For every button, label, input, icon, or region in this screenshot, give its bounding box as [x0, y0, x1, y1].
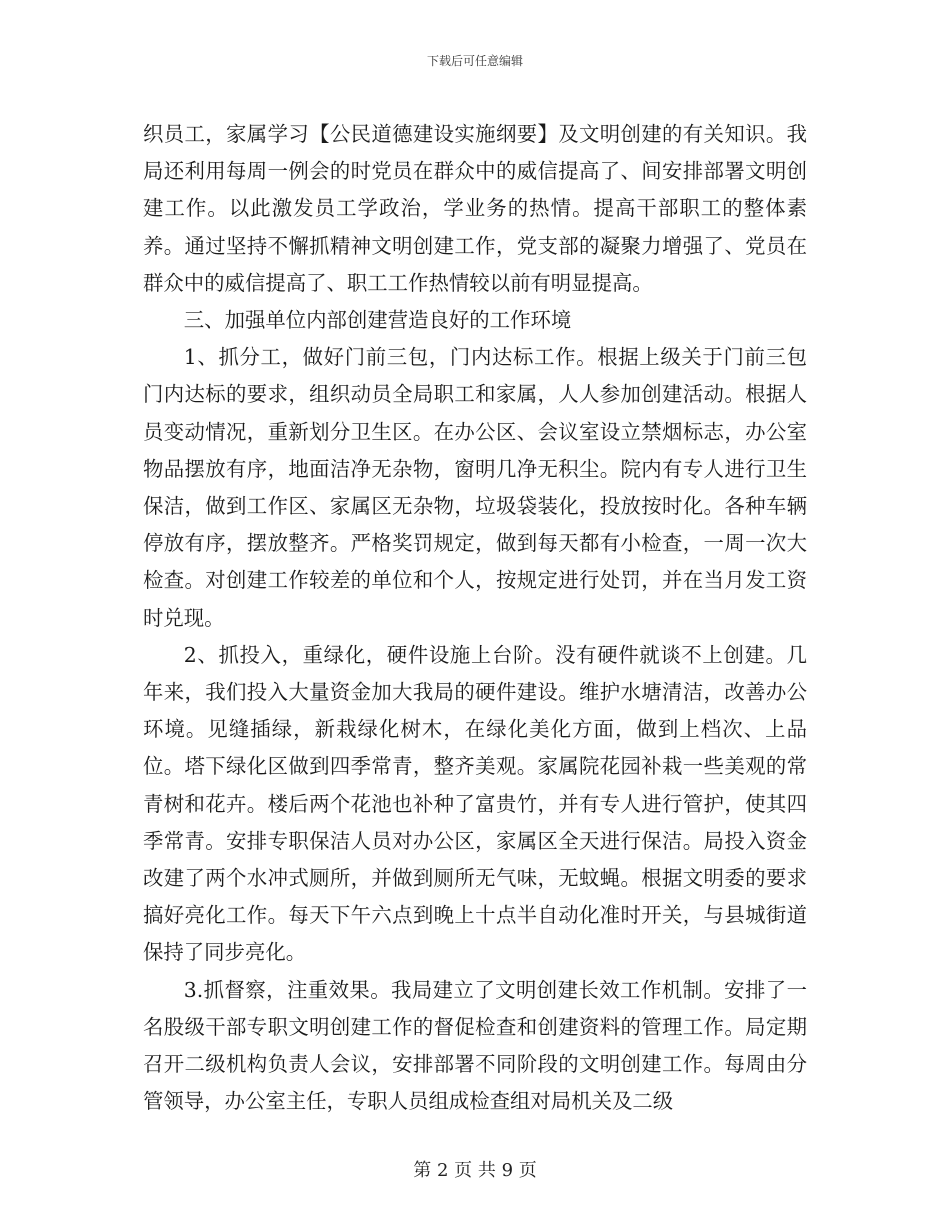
section-heading: 三、加强单位内部创建营造良好的工作环境	[183, 308, 572, 333]
paragraph-continuation: 织员工，家属学习【公民道德建设实施纲要】及文明创建的有关知识。我局还利用每周一例会的时党员在群众中的威信提高了、间安排部署文明创建工作。以此激发员工学政治，学业务的热情。提高干部职工的整体素养。通过坚持不懈抓精神文明创建工作，党支部的凝聚力增强了、党员在群众中的威信提高了、职工工作热情较以前有明显提高。	[143, 122, 807, 295]
page-header: 下载后可任意编辑	[426, 54, 523, 68]
paragraph-item-3: 3.抓督察，注重效果。我局建立了文明创建长效工作机制。安排了一名股级干部专职文明创建工作的督促检查和创建资料的管理工作。局定期召开二级机构负责人会议，安排部署不同阶段的文明创建工作。每周由分管领导，办公室主任，专职人员组成检查组对局机关及二级	[143, 977, 807, 1114]
document-body	[143, 116, 807, 1120]
paragraph-item-1: 1、抓分工，做好门前三包，门内达标工作。根据上级关于门前三包门内达标的要求，组织动员全局职工和家属，人人参加创建活动。根据人员变动情况，重新划分卫生区。在办公区、会议室设立禁烟标志，办公室物品摆放有序，地面洁净无杂物，窗明几净无积尘。院内有专人进行卫生保洁，做到工作区、家属区无杂物，垃圾袋装化，投放按时化。各种车辆停放有序，摆放整齐。严格奖罚规定，做到每天都有小检查，一周一次大检查。对创建工作较差的单位和个人，按规定进行处罚，并在当月发工资时兑现。	[143, 345, 807, 630]
page-number: 第 2 页 共 9 页	[413, 1160, 537, 1181]
paragraph-item-2: 2、抓投入，重绿化，硬件设施上台阶。没有硬件就谈不上创建。几年来，我们投入大量资金加大我局的硬件建设。维护水塘清洁，改善办公环境。见缝插绿，新栽绿化树木，在绿化美化方面，做到上档次、上品位。塔下绿化区做到四季常青，整齐美观。家属院花园补栽一些美观的常青树和花卉。楼后两个花池也补种了富贵竹，并有专人进行管护，使其四季常青。安排专职保洁人员对办公区，家属区全天进行保洁。局投入资金改建了两个水冲式厕所，并做到厕所无气味，无蚊蝇。根据文明委的要求搞好亮化工作。每天下午六点到晚上十点半自动化准时开关，与县城街道保持了同步亮化。	[143, 642, 807, 965]
